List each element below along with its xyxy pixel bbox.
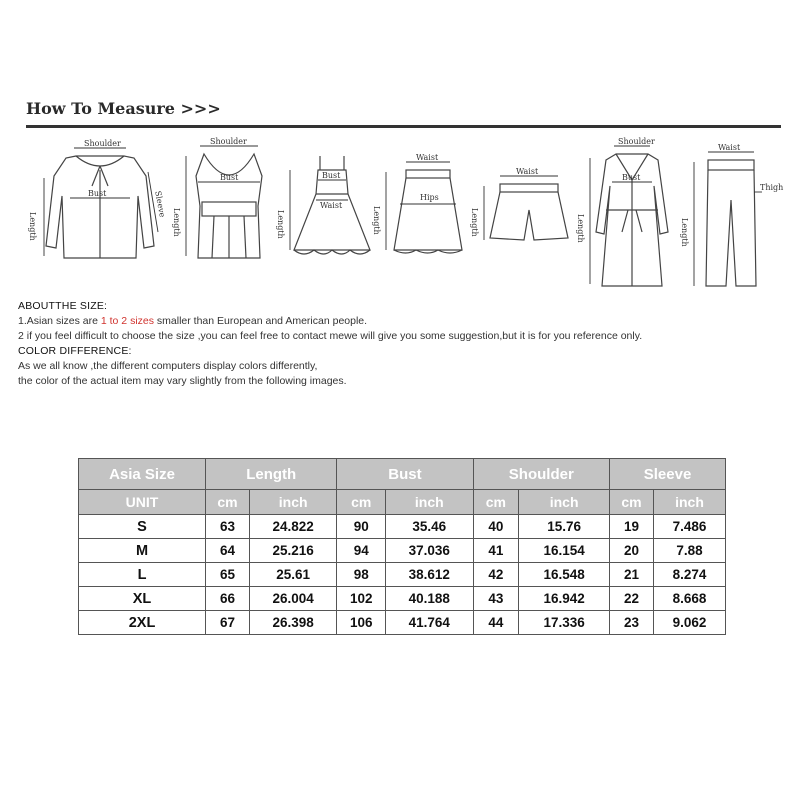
table-cell: 66 [206, 587, 250, 611]
table-cell: 22 [610, 587, 654, 611]
unit-cell: cm [473, 490, 519, 515]
unit-cell: cm [610, 490, 654, 515]
about-size-heading: ABOUTTHE SIZE: [18, 300, 108, 312]
table-body [79, 515, 726, 635]
table-cell: 21 [610, 563, 654, 587]
note-line-1-prefix: 1.Asian sizes are [18, 315, 101, 327]
table-cell: 98 [337, 563, 386, 587]
table-cell: 16.548 [519, 563, 610, 587]
pants-figure [680, 140, 784, 290]
header-sleeve: Sleeve [610, 459, 726, 490]
table-cell: 16.154 [519, 539, 610, 563]
page-title: How To Measure >>> [26, 99, 221, 118]
table-cell: 94 [337, 539, 386, 563]
shorts-waist-label: Waist [516, 167, 539, 176]
table-cell: 17.336 [519, 611, 610, 635]
table-cell: 67 [206, 611, 250, 635]
note-line-1 [18, 314, 788, 329]
header-length: Length [206, 459, 337, 490]
shirt-shoulder-label: Shoulder [84, 139, 121, 148]
table-cell: 44 [473, 611, 519, 635]
note-line-1-accent: 1 to 2 sizes [100, 315, 154, 327]
tank-shoulder-label: Shoulder [210, 137, 247, 146]
skirt-hips-label: Hips [420, 193, 439, 202]
header-divider [26, 125, 781, 128]
table-cell: 35.46 [386, 515, 473, 539]
table-cell: 25.216 [249, 539, 336, 563]
table-cell: 7.88 [653, 539, 725, 563]
unit-cell: cm [337, 490, 386, 515]
shirt-bust-label: Bust [88, 189, 107, 198]
table-cell: 8.274 [653, 563, 725, 587]
table-row [79, 515, 726, 539]
coat-bust-label: Bust [622, 173, 641, 182]
measurement-figures [26, 136, 786, 296]
size-notes [18, 299, 788, 389]
table-unit-row [79, 490, 726, 515]
table-cell: 19 [610, 515, 654, 539]
skirt-waist-label: Waist [416, 153, 439, 162]
size-chart-table [78, 458, 726, 635]
shirt-sleeve-label: Sleeve [153, 190, 167, 219]
note-line-4: the color of the actual item may vary slightly from the following images. [18, 375, 347, 387]
table-cell: 65 [206, 563, 250, 587]
dress-length-label: Length [276, 210, 285, 239]
tank-length-label: Length [172, 208, 181, 237]
table-cell: 15.76 [519, 515, 610, 539]
table-cell: 64 [206, 539, 250, 563]
table-cell: 38.612 [386, 563, 473, 587]
shorts-length-label: Length [470, 208, 479, 237]
table-cell: 37.036 [386, 539, 473, 563]
table-row [79, 563, 726, 587]
table-cell: 106 [337, 611, 386, 635]
table-cell: 16.942 [519, 587, 610, 611]
table-cell: 20 [610, 539, 654, 563]
table-cell: 40.188 [386, 587, 473, 611]
table-row [79, 539, 726, 563]
header-bust: Bust [337, 459, 473, 490]
table-cell: 9.062 [653, 611, 725, 635]
table-cell: 25.61 [249, 563, 336, 587]
unit-cell: inch [249, 490, 336, 515]
unit-label: UNIT [79, 490, 206, 515]
shorts-figure [470, 158, 580, 254]
header-shoulder: Shoulder [473, 459, 610, 490]
table-header-row [79, 459, 726, 490]
table-cell: 40 [473, 515, 519, 539]
unit-cell: cm [206, 490, 250, 515]
table-cell: 26.004 [249, 587, 336, 611]
coat-length-label: Length [576, 214, 585, 243]
table-cell: 90 [337, 515, 386, 539]
shirt-figure [26, 136, 166, 266]
coat-shoulder-label: Shoulder [618, 137, 655, 146]
size-label-cell: L [79, 563, 206, 587]
header-asia-size: Asia Size [79, 459, 206, 490]
unit-cell: inch [653, 490, 725, 515]
unit-cell: inch [386, 490, 473, 515]
table-cell: 41 [473, 539, 519, 563]
note-line-1-suffix: smaller than European and American people. [154, 315, 368, 327]
pants-waist-label: Waist [718, 143, 741, 152]
pants-length-label: Length [680, 218, 689, 247]
table-cell: 43 [473, 587, 519, 611]
table-cell: 102 [337, 587, 386, 611]
table-row [79, 587, 726, 611]
table-cell: 42 [473, 563, 519, 587]
note-line-3: As we all know ,the different computers display colors differently, [18, 360, 318, 372]
table-cell: 41.764 [386, 611, 473, 635]
dress-bust-label: Bust [322, 171, 341, 180]
size-label-cell: S [79, 515, 206, 539]
skirt-length-label: Length [372, 206, 381, 235]
table-cell: 23 [610, 611, 654, 635]
coat-figure [576, 136, 682, 292]
unit-cell: inch [519, 490, 610, 515]
dress-figure [276, 150, 380, 266]
note-line-2: 2 if you feel difficult to choose the size ,you can feel free to contact mewe will give you some suggestion,but it is for you reference only. [18, 330, 643, 342]
pants-thigh-label: Thigh [760, 183, 784, 192]
size-label-cell: M [79, 539, 206, 563]
table-cell: 24.822 [249, 515, 336, 539]
table-row [79, 611, 726, 635]
dress-waist-label: Waist [320, 201, 343, 210]
tank-bust-label: Bust [220, 173, 239, 182]
size-label-cell: 2XL [79, 611, 206, 635]
table-cell: 26.398 [249, 611, 336, 635]
table-cell: 7.486 [653, 515, 725, 539]
shirt-length-label: Length [28, 212, 37, 241]
skirt-figure [372, 150, 476, 266]
size-label-cell: XL [79, 587, 206, 611]
tank-figure [174, 136, 284, 266]
table-cell: 8.668 [653, 587, 725, 611]
table-cell: 63 [206, 515, 250, 539]
color-difference-heading: COLOR DIFFERENCE: [18, 345, 132, 357]
